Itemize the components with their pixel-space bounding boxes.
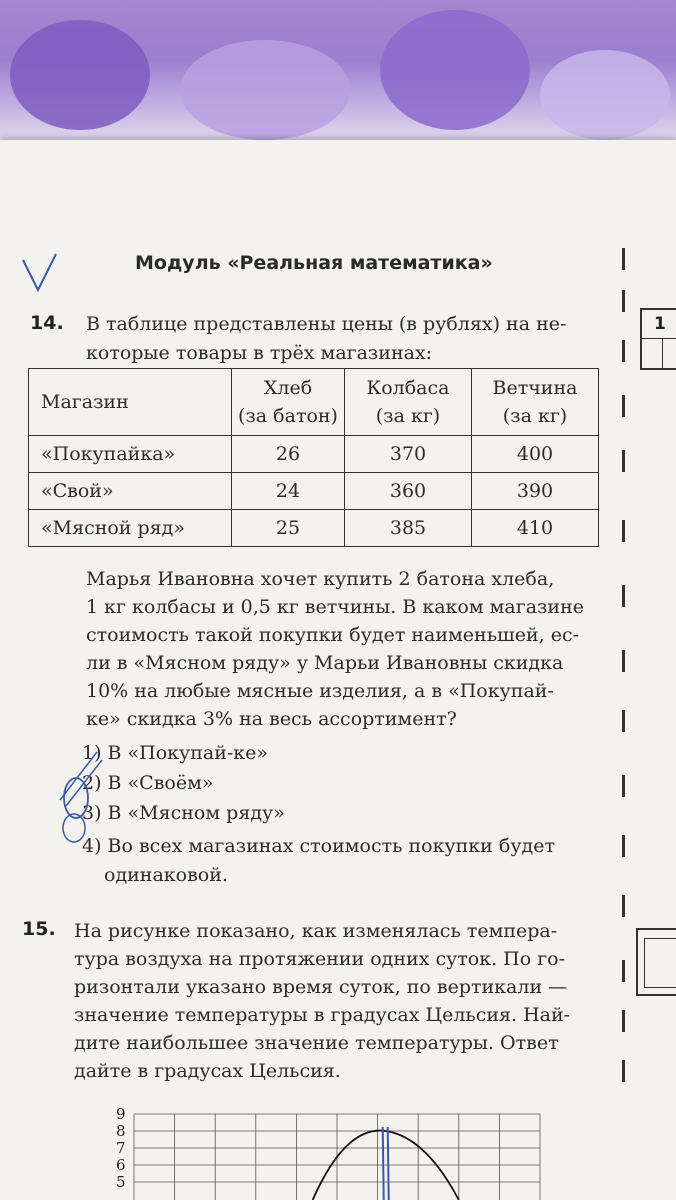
- question-line: ли в «Мясном ряду» у Марьи Ивановны скидка: [86, 652, 564, 674]
- table-header-row: [29, 369, 599, 436]
- task15-line: тура воздуха на протяжении одних суток. По го-: [74, 948, 566, 970]
- y-tick-label: 7: [116, 1139, 126, 1157]
- pen-checkmark-icon: [20, 250, 60, 300]
- header-sausage: [345, 369, 472, 436]
- cell-ham: 390: [472, 473, 599, 510]
- cell-sausage: 385: [345, 510, 472, 547]
- answer-box-15: [636, 928, 676, 996]
- header-ham: [472, 369, 599, 436]
- cell-sausage: 370: [345, 436, 472, 473]
- y-tick-label: 6: [116, 1156, 126, 1174]
- task15-line: На рисунке показано, как изменялась темпера-: [74, 920, 558, 942]
- answer-option-2: 2) В «Своём»: [82, 772, 214, 794]
- header-ham-unit: (за кг): [502, 405, 568, 427]
- task15-line: ризонтали указано время суток, по вертикали —: [74, 976, 568, 998]
- cell-store: «Покупайка»: [29, 436, 232, 473]
- answer-box-14: [640, 308, 676, 370]
- task15-line: дите наибольшее значение температуры. Ответ: [74, 1032, 559, 1054]
- header-ham-title: Ветчина: [492, 377, 578, 399]
- cell-sausage: 360: [345, 473, 472, 510]
- answer-option-1: 1) В «Покупай-ке»: [82, 742, 269, 764]
- cell-store: «Свой»: [29, 473, 232, 510]
- y-tick-label: 5: [116, 1173, 126, 1191]
- header-sausage-unit: (за кг): [375, 405, 441, 427]
- cell-bread: 25: [232, 510, 345, 547]
- question-line: ке» скидка 3% на весь ассортимент?: [86, 708, 457, 730]
- y-tick-label: 9: [116, 1108, 126, 1123]
- answer-option-4: 4) Во всех магазинах стоимость покупки будет: [82, 835, 555, 857]
- header-store: Магазин: [29, 369, 232, 436]
- flower-petal: [380, 10, 530, 130]
- task-number: 15.: [22, 918, 56, 940]
- pen-circle-scribble-icon: [52, 740, 122, 850]
- pen-peak-marker: [383, 1127, 389, 1200]
- table-row: [29, 510, 599, 547]
- question-line: 10% на любые мясные изделия, а в «Покупай-: [86, 680, 554, 702]
- task15-line: значение температуры в градусах Цельсия. Най-: [74, 1004, 571, 1026]
- temperature-chart: [110, 1108, 580, 1200]
- answer-box-label: 1: [654, 314, 666, 334]
- task-intro-line: которые товары в трёх магазинах:: [86, 342, 433, 364]
- answer-option-3: 3) В «Мясном ряду»: [82, 802, 285, 824]
- flower-petal: [10, 20, 150, 130]
- cell-ham: 400: [472, 436, 599, 473]
- cell-store: «Мясной ряд»: [29, 510, 232, 547]
- flower-petal: [180, 40, 350, 140]
- question-line: стоимость такой покупки будет наименьшей, ес-: [86, 624, 580, 646]
- answer-option-4-continued: одинаковой.: [104, 864, 228, 886]
- cell-ham: 410: [472, 510, 599, 547]
- question-line: 1 кг колбасы и 0,5 кг ветчины. В каком магазине: [86, 596, 584, 618]
- task15-line: дайте в градусах Цельсия.: [74, 1060, 341, 1082]
- table-row: [29, 473, 599, 510]
- header-sausage-title: Колбаса: [366, 377, 450, 399]
- question-line: Марья Ивановна хочет купить 2 батона хлеба,: [86, 568, 555, 590]
- section-title: Модуль «Реальная математика»: [135, 252, 493, 274]
- task-intro-line: В таблице представлены цены (в рублях) на не-: [86, 313, 567, 335]
- background-photo: [0, 0, 676, 150]
- cell-bread: 24: [232, 473, 345, 510]
- table-row: [29, 436, 599, 473]
- task-number: 14.: [30, 312, 64, 334]
- y-tick-label: 8: [116, 1122, 126, 1140]
- prices-table: [28, 368, 599, 547]
- cell-bread: 26: [232, 436, 345, 473]
- flower-petal: [540, 50, 670, 140]
- header-bread: [232, 369, 345, 436]
- header-bread-title: Хлеб: [263, 377, 313, 399]
- header-bread-unit: (за батон): [238, 405, 338, 427]
